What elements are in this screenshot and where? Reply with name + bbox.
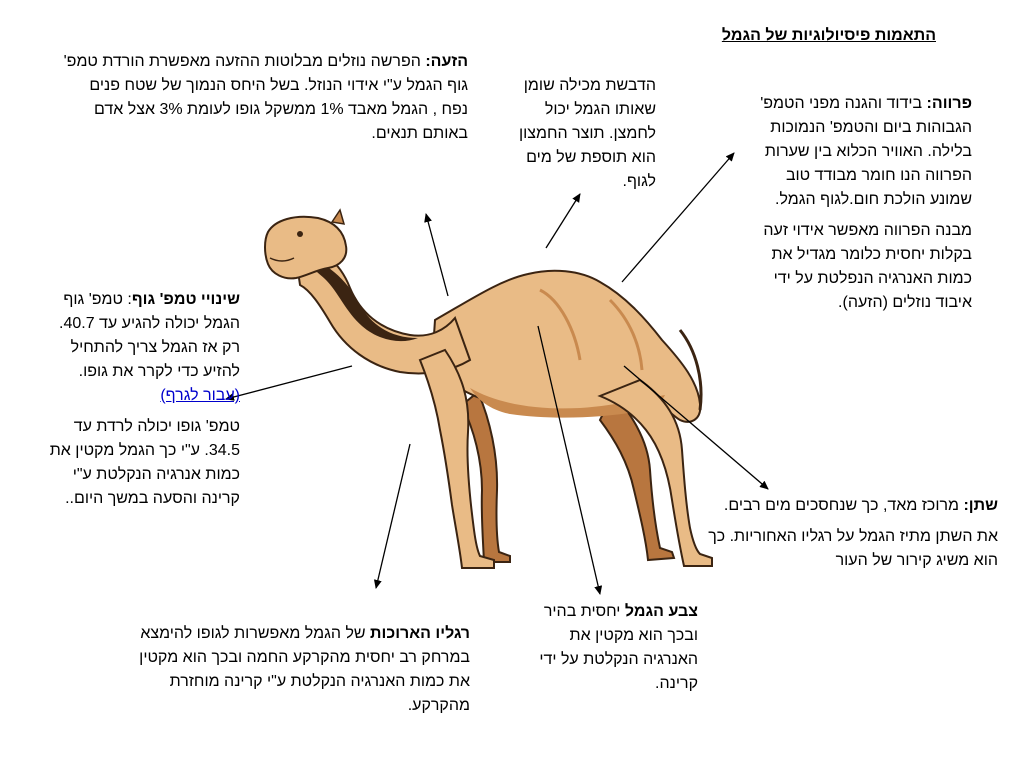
color-annotation	[528, 600, 698, 696]
urine-term: שתן:	[963, 497, 998, 514]
fur-annotation	[740, 92, 972, 315]
sweat-text: הפרשה נוזלים מבלוטות ההזעה מאפשרת הורדת טמפ' גוף הגמל ע"י אידוי הנוזל. בשל היחס הנמוך של שטח פנים נפח , הגמל מאבד 1% ממשקל גופו לעומת 3% אצל אדם באותם תנאים.	[63, 53, 468, 142]
legs-annotation	[128, 622, 470, 718]
urine-text-2: את השתן מתיז הגמל על רגליו האחוריות. כך הוא משיג קירור של העור	[708, 528, 998, 569]
temp-text: : טמפ' גוף הגמל יכולה להגיע עד 40.7. רק אז הגמל צריך להתחיל להזיע כדי לקרר את גופו.	[59, 291, 240, 380]
color-term: צבע הגמל	[624, 603, 698, 620]
arrow-legs	[376, 444, 410, 588]
sweat-annotation	[62, 50, 468, 146]
temp-annotation	[38, 288, 240, 511]
fur-term: פרווה:	[926, 95, 972, 112]
arrow-hump	[546, 194, 580, 248]
graph-link[interactable]: (עבור לגרף)	[160, 387, 240, 404]
urine-text: מרוכז מאד, כך שנחסכים מים רבים.	[723, 497, 964, 514]
temp-term: שינויי טמפ' גוף	[131, 291, 240, 308]
legs-term: רגליו הארוכות	[370, 625, 470, 642]
hump-text: הדבשת מכילה שומן שאותו הגמל יכול לחמצן. תוצר החמצון הוא תוספת של מים לגוף.	[518, 77, 656, 190]
sweat-term: הזעה:	[425, 53, 468, 70]
arrow-temp	[226, 366, 352, 399]
urine-annotation	[690, 494, 998, 573]
temp-text-2: טמפ' גופו יכולה לרדת עד 34.5. ע"י כך הגמל מקטין את כמות אנרגיה הנקלטת ע"י קרינה והסעה במשך היום..	[49, 418, 240, 507]
camel-illustration	[265, 210, 712, 568]
arrow-sweat	[426, 214, 448, 296]
hump-annotation	[508, 74, 656, 194]
legs-text: של הגמל מאפשרות לגופו להימצא במרחק רב יחסית מהקרקע החמה ובכך הוא מקטין את כמות האנרגיה הנקלטת ע"י קרינה מוחזרת מהקרקע.	[139, 625, 470, 714]
fur-text-2: מבנה הפרווה מאפשר אידוי זעה בקלות יחסית כלומר מגדיל את כמות האנרגיה הנפלטת על ידי איבוד נוזלים (הזעה).	[763, 222, 972, 311]
fur-text: בידוד והגנה מפני הטמפ' הגבוהות ביום והטמפ' הנמוכות בלילה. האוויר הכלוא בין שערות הפרווה הנו חומר מבודד טוב שמונע הולכת חום.לגוף הגמל.	[760, 95, 972, 208]
color-text: יחסית בהיר ובכך הוא מקטין את האנרגיה הנקלטת על ידי קרינה.	[539, 603, 698, 692]
page-title: התאמות פיסיולוגיות של הגמל	[721, 27, 936, 44]
